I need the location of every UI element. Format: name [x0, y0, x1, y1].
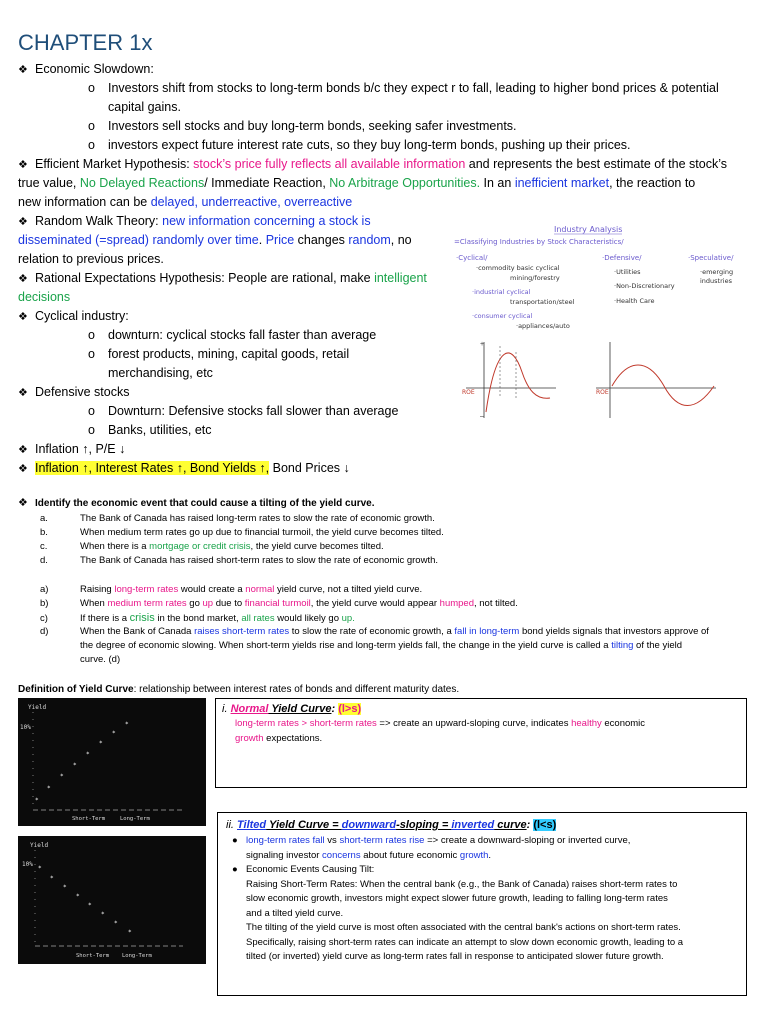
normal-badge: (l>s) [338, 703, 362, 715]
sub-item: o investors expect future interest rate cuts, so they buy long-term bonds, pushing up their prices. [88, 136, 631, 155]
normal-chart-point: * [112, 730, 116, 737]
sub-item: o Investors sell stocks and buy long-term bonds, seeking safer investments. [88, 117, 517, 136]
definition-yield-curve: Definition of Yield Curve: relationship between interest rates of bonds and different maturity dates. [18, 684, 460, 695]
diamond-bullet-icon: ❖ [18, 497, 28, 509]
bullet-inflation-rates: ❖ Inflation ↑, Interest Rates ↑, Bond Yields ↑, Bond Prices ↓ [18, 459, 350, 479]
bullet-inflation-pe: ❖ Inflation ↑, P/E ↓ [18, 440, 125, 460]
sketch-c1b: mining/forestry [510, 274, 560, 282]
sketch-s1b: industries [700, 277, 732, 285]
sub-item: o forest products, mining, capital goods, retail [88, 345, 349, 364]
tilted-chart-point: * [128, 929, 132, 936]
bullet-economic-slowdown: ❖ Economic Slowdown: [18, 60, 154, 80]
sketch-roe-left: ROE [462, 389, 475, 396]
sketch-c2: ·industrial cyclical [472, 288, 531, 296]
sub-item: o downturn: cyclical stocks fall faster than average [88, 326, 376, 345]
diamond-bullet-icon: ❖ [18, 444, 28, 456]
sketch-roe-right: ROE [596, 389, 609, 396]
sketch-speculative: ·Speculative/ [688, 254, 734, 262]
circle-bullet-icon: o [88, 404, 95, 418]
tilted-chart-point: * [63, 884, 67, 891]
bullet-defensive: ❖ Defensive stocks [18, 383, 129, 403]
tilted-para-1: Raising Short-Term Rates: When the central bank (e.g., the Bank of Canada) raises short-term rates to slow economic growth, investors might expect slower future growth, leading to falling long-term rates and a tilted yield curve. [246, 878, 678, 919]
question-option: a. The Bank of Canada has raised long-term rates to slow the rate of economic growth. [40, 513, 435, 524]
question-option: b. When medium term rates go up due to financial turmoil, the yield curve becomes tilted. [40, 527, 444, 538]
tilted-yield-chart [18, 836, 206, 964]
tilted-chart-xlabel-short: Short-Term [76, 953, 110, 959]
normal-yield-box [215, 698, 747, 788]
sketch-curves [486, 353, 714, 412]
circle-bullet-icon: o [88, 81, 95, 95]
bullet-reh: ❖ Rational Expectations Hypothesis: People are rational, make intelligent [18, 269, 427, 289]
normal-box-heading: i. Normal Yield Curve: (l>s) [222, 703, 362, 715]
tilted-bullet-2: ● Economic Events Causing Tilt: Raising Short-Term Rates: When the central bank (e.g., the Bank of Canada) raises short-term rates to slow economic growth, investors might expect slower future growth, leading to falling long-term rates and a tilted yield curve. The tilting of the yield curve is most often associated with the central bank's actions on short-term rates. Specifically, raising short-term rates can indicate an attempt to slow down economic growth, leading to a tilted (or inverted) yield curve as long-term rates fall in response to anticipated slower future growth. [226, 863, 738, 965]
sketch-c1: ·commodity basic cyclical [476, 264, 560, 272]
sub-item: o Investors shift from stocks to long-term bonds b/c they expect r to fall, leading to higher bond prices & potential [88, 79, 719, 98]
tilted-chart-ytick: 10% [22, 861, 33, 868]
tilted-yield-box [217, 812, 747, 996]
sub-item: o Downturn: Defensive stocks fall slower than average [88, 402, 398, 421]
circle-bullet-icon: o [88, 138, 95, 152]
answer-d-cont2: curve. (d) [80, 654, 121, 665]
svg-text:+: + [480, 341, 485, 348]
tilted-badge: (l<s) [533, 819, 557, 831]
emh-line3: new information can be delayed, underreactive, overreactive [18, 195, 353, 209]
answer-c: c) If there is a crisis in the bond market, all rates would likely go up. [40, 612, 355, 624]
normal-chart-xlabel-long: Long-Term [120, 816, 150, 822]
sketch-c3b: ·appliances/auto [516, 322, 570, 330]
sub-item-cont: merchandising, etc [108, 366, 213, 380]
diamond-bullet-icon: ❖ [18, 216, 28, 228]
circle-bullet-icon: o [88, 423, 95, 437]
tilted-box-heading: ii. Tilted Yield Curve = downward-sloping = inverted curve: (l<s) [226, 819, 557, 831]
normal-chart-point: * [73, 762, 77, 769]
answer-d-cont: the degree of economic slowing. When short-term yields rise and long-term yields fall, the change in the yield curve is called a tilting of the yield [80, 640, 682, 651]
tilted-chart-point: * [76, 893, 80, 900]
sketch-drawing [452, 222, 734, 430]
diamond-bullet-icon: ❖ [18, 64, 28, 76]
circle-bullet-icon: o [88, 347, 95, 361]
bullet-dot-icon: ● [232, 864, 238, 875]
tilted-chart-point: * [50, 875, 54, 882]
tilted-bullet-1: ● long-term rates fall vs short-term rates rise => create a downward-sloping or inverted curve, signaling investor concerns about future economic growth. [232, 835, 631, 861]
diamond-bullet-icon: ❖ [18, 463, 28, 475]
diamond-bullet-icon: ❖ [18, 311, 28, 323]
tilted-para-2: The tilting of the yield curve is most often associated with the central bank's actions on short-term rates. Specifically, raising short-term rates can indicate an attempt to slow down economic growth, leading to a tilted (or inverted) yield curve as long-term rates fall in response to anticipated slower future growth. [246, 922, 684, 962]
answer-b: b) When medium term rates go up due to financial turmoil, the yield curve would appear humped, not tilted. [40, 598, 518, 609]
sketch-c2b: transportation/steel [510, 298, 575, 306]
normal-chart-ylabel: Yield [28, 704, 47, 711]
normal-chart-point: * [99, 740, 103, 747]
diamond-bullet-icon: ❖ [18, 273, 28, 285]
tilted-chart-point: * [101, 911, 105, 918]
answer-a: a) Raising long-term rates would create a normal yield curve, not a tilted yield curve. [40, 584, 423, 595]
industry-analysis-sketch [452, 222, 734, 430]
tilted-chart-point: * [38, 865, 42, 872]
sketch-s1: ·emerging [700, 268, 734, 276]
sketch-subtitle: =Classifying Industries by Stock Characteristics/ [454, 238, 624, 246]
bullet-dot-icon: ● [232, 835, 238, 846]
normal-box-text: long-term rates > short-term rates => create an upward-sloping curve, indicates healthy economic growth expectations. [235, 718, 646, 744]
normal-chart-point: * [86, 751, 90, 758]
chapter-title: CHAPTER 1x [18, 30, 153, 55]
bullet-emh: ❖ Efficient Market Hypothesis: stock’s price fully reflects all available information and represents the best estimate of the stock’s [18, 155, 727, 175]
bullet-random-walk: ❖ Random Walk Theory: new information concerning a stock is [18, 212, 371, 232]
question-heading: ❖ Identify the economic event that could cause a tilting of the yield curve. [18, 497, 375, 509]
sketch-title: Industry Analysis [554, 225, 623, 234]
normal-chart-point: * [125, 721, 129, 728]
bullet-cyclical: ❖ Cyclical industry: [18, 307, 129, 327]
tilted-chart-xlabel-long: Long-Term [122, 953, 152, 959]
circle-bullet-icon: o [88, 328, 95, 342]
tilted-chart-point: * [88, 902, 92, 909]
normal-chart-xlabel-short: Short-Term [72, 816, 106, 822]
sub-item: o Banks, utilities, etc [88, 421, 212, 440]
reh-line2: decisions [18, 290, 71, 304]
normal-chart-point: * [35, 797, 39, 804]
tilted-box-bullets [226, 834, 738, 965]
sketch-cyclical: ·Cyclical/ [456, 254, 488, 262]
normal-yield-chart [18, 698, 206, 826]
random-walk-line2: disseminated (=spread) randomly over time. Price changes random, no [18, 233, 412, 247]
normal-chart-point: * [60, 773, 64, 780]
svg-text:–: – [480, 413, 484, 420]
question-option: c. When there is a mortgage or credit crisis, the yield curve becomes tilted. [40, 541, 384, 552]
sketch-d3: ·Health Care [614, 297, 655, 305]
circle-bullet-icon: o [88, 119, 95, 133]
sketch-d1: ·Utilities [614, 268, 641, 276]
sketch-defensive: ·Defensive/ [602, 254, 642, 262]
diamond-bullet-icon: ❖ [18, 159, 28, 171]
sub-item-cont: capital gains. [108, 100, 181, 114]
question-option: d. The Bank of Canada has raised short-term rates to slow the rate of economic growth. [40, 555, 439, 566]
sketch-c3: ·consumer cyclical [472, 312, 533, 320]
answer-d: d) When the Bank of Canada raises short-term rates to slow the rate of economic growth, a fall in long-term bond yields signals that investors approve of [40, 626, 709, 637]
tilted-chart-point: * [114, 920, 118, 927]
sketch-axes [466, 342, 716, 418]
normal-chart-point: * [47, 785, 51, 792]
sketch-d2: ·Non-Discretionary [614, 282, 675, 290]
random-walk-line3: relation to previous prices. [18, 252, 164, 266]
normal-chart-ytick: 10% [20, 724, 31, 731]
emh-line2: true value, No Delayed Reactions/ Immediate Reaction, No Arbitrage Opportunities. In an inefficient market, the reaction to [18, 176, 696, 190]
tilted-chart-ylabel: Yield [30, 842, 49, 849]
diamond-bullet-icon: ❖ [18, 387, 28, 399]
